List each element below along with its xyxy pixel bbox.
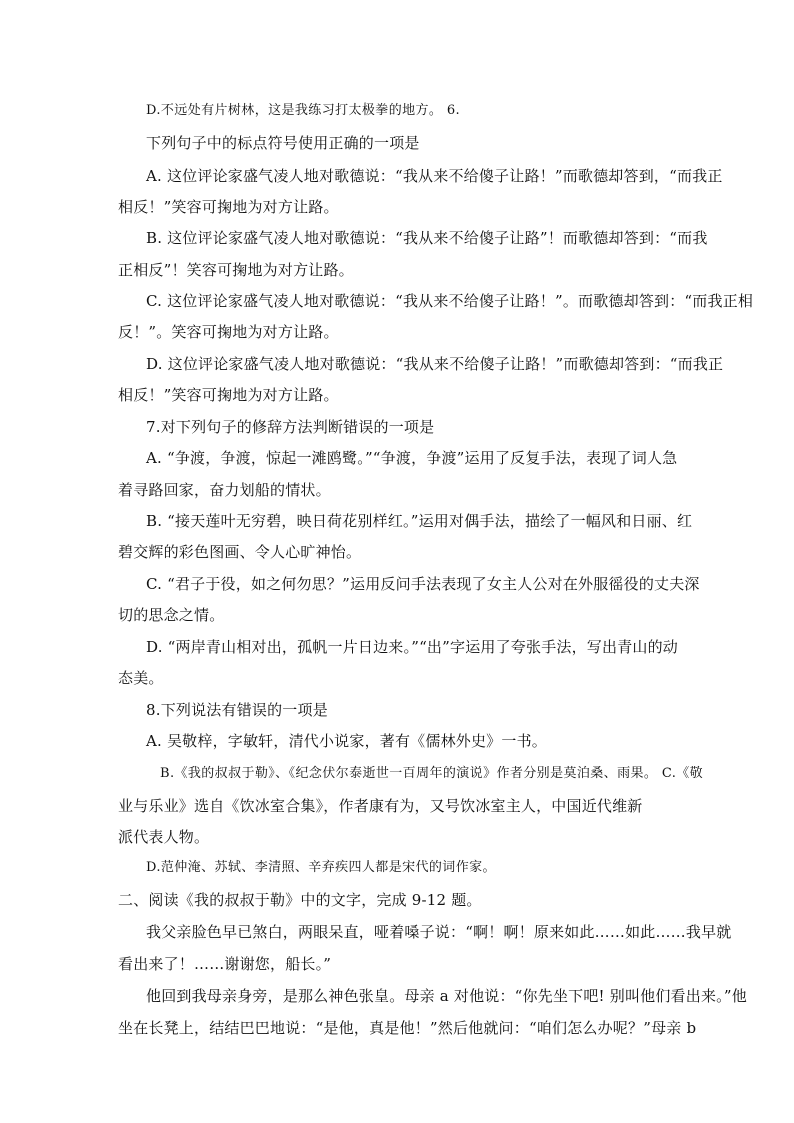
question-7-stem: 7.对下列句子的修辞方法判断错误的一项是: [146, 418, 435, 436]
q7-option-b-line2: 碧交辉的彩色图画、令人心旷神怡。: [118, 543, 362, 561]
q6-option-d-line2: 相反！”笑容可掬地为对方让路。: [118, 386, 339, 404]
section-2-heading: 二、阅读《我的叔叔于勒》中的文字，完成 9-12 题。: [118, 891, 482, 909]
passage-para1-line2: 看出来了！……谢谢您，船长。”: [118, 955, 332, 973]
q7-option-a-line2: 着寻路回家，奋力划船的情状。: [118, 481, 331, 499]
q7-option-c-line2: 切的思念之情。: [118, 606, 225, 624]
q8-option-d: D.范仲淹、苏轼、李清照、辛弃疾四人都是宋代的词作家。: [146, 860, 496, 875]
q7-option-c-line1: C. “君子于役，如之何勿思？”运用反问手法表现了女主人公对在外服徭役的丈夫深: [146, 575, 700, 593]
q8-option-b-and-c: B.《我的叔叔于勒》、《纪念伏尔泰逝世一百周年的演说》作者分别是莫泊桑、雨果。 C.《敬: [160, 766, 704, 781]
option-d-q5: D.不远处有片树林，这是我练习打太极拳的地方。 6.: [146, 103, 461, 118]
q6-option-d-line1: D. 这位评论家盛气凌人地对歌德说：“我从来不给傻子让路！”而歌德却答到：“而我正: [146, 355, 724, 373]
q8-option-c-line2: 业与乐业》选自《饮冰室合集》，作者康有为，又号饮冰室主人，中国近代维新: [118, 797, 643, 815]
question-6-stem: 下列句子中的标点符号使用正确的一项是: [146, 134, 420, 152]
q7-option-d-line1: D. “两岸青山相对出，孤帆一片日边来。”“出”字运用了夸张手法，写出青山的动: [146, 638, 679, 656]
q7-option-d-line2: 态美。: [118, 669, 164, 687]
q8-option-c-line3: 派代表人物。: [118, 828, 210, 846]
q6-option-a-line2: 相反！”笑容可掬地为对方让路。: [118, 198, 339, 216]
q8-option-a: A. 吴敬梓，字敏轩，清代小说家，著有《儒林外史》一书。: [146, 732, 547, 750]
q6-option-c-line1: C. 这位评论家盛气凌人地对歌德说：“我从来不给傻子让路！”。而歌德却答到：“而我正相: [146, 292, 754, 310]
q6-option-a-line1: A. 这位评论家盛气凌人地对歌德说：“我从来不给傻子让路！”而歌德却答到，“而我正: [146, 167, 723, 185]
q7-option-a-line1: A. “争渡，争渡，惊起一滩鸥鹭。”“争渡，争渡”运用了反复手法，表现了词人急: [146, 449, 678, 467]
question-8-stem: 8.下列说法有错误的一项是: [146, 701, 328, 719]
passage-para2-line1: 他回到我母亲身旁，是那么神色张皇。母亲 a 对他说：“你先坐下吧! 别叫他们看出来。”他: [146, 987, 747, 1005]
passage-para1-line1: 我父亲脸色早已煞白，两眼呆直，哑着嗓子说：“啊！啊！原来如此……如此……我早就: [146, 923, 732, 941]
q6-option-b-line2: 正相反”！笑容可掬地为对方让路。: [118, 261, 354, 279]
q6-option-c-line2: 反！”。笑容可掬地为对方让路。: [118, 323, 339, 341]
q6-option-b-line1: B. 这位评论家盛气凌人地对歌德说：“我从来不给傻子让路”！而歌德却答到：“而我: [146, 229, 708, 247]
q7-option-b-line1: B. “接天莲叶无穷碧，映日荷花别样红。”运用对偶手法，描绘了一幅风和日丽、红: [146, 512, 693, 530]
passage-para2-line2: 坐在长凳上，结结巴巴地说：“是他，真是他！”然后他就问：“咱们怎么办呢？”母亲 b: [118, 1019, 697, 1037]
